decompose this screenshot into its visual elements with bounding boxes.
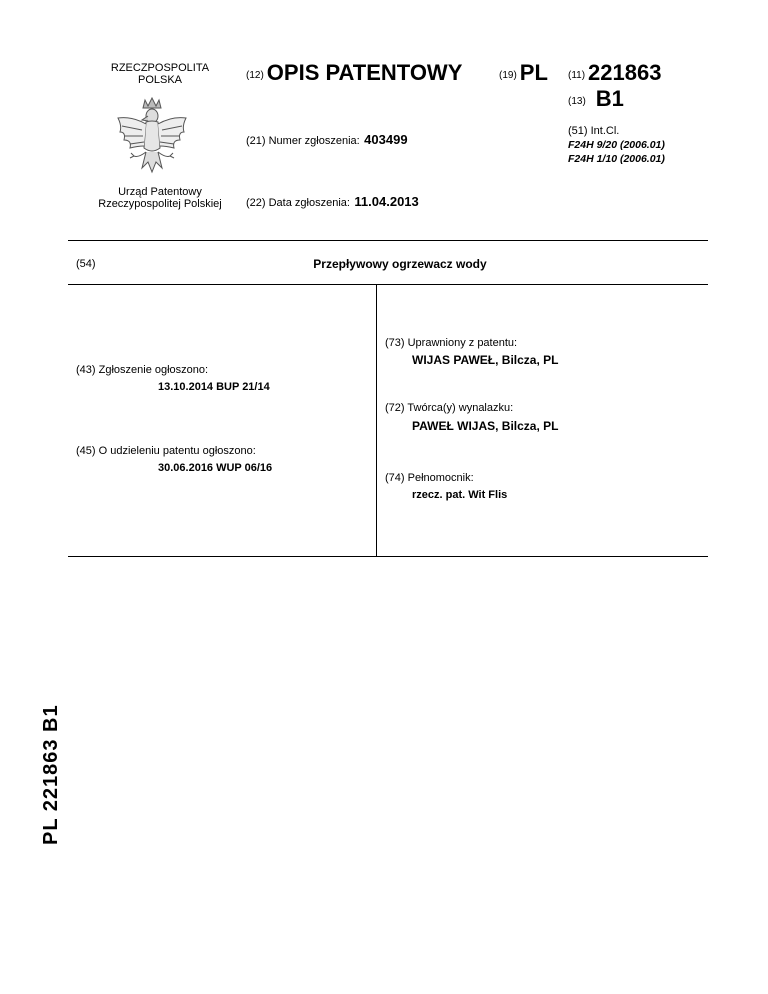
application-date-label: (22) Data zgłoszenia: [246, 197, 350, 209]
country-name [85, 62, 235, 86]
patent-number [568, 60, 661, 86]
grant-value: 30.06.2016 WUP 06/16 [158, 462, 273, 474]
application-date [246, 193, 419, 211]
side-patent-label: PL 221863 B1 [40, 704, 62, 845]
country-code [499, 60, 548, 86]
grant-label: (45) O udzieleniu patentu ogłoszono: [76, 445, 256, 457]
eagle-emblem-icon [112, 96, 192, 180]
divider-title [68, 284, 708, 285]
publication-value: 13.10.2014 BUP 21/14 [158, 381, 270, 393]
publication-label: (43) Zgłoszenie ogłoszono: [76, 364, 209, 376]
inventor-value: PAWEŁ WIJAS, Bilcza, PL [412, 419, 559, 433]
classification-label: (51) Int.Cl. [568, 125, 620, 137]
country-code-text: PL [519, 60, 548, 85]
kind-text: B1 [595, 86, 624, 111]
divider-bottom [68, 556, 708, 557]
inventor-label: (72) Twórca(y) wynalazku: [385, 402, 514, 414]
office-name [60, 186, 260, 210]
title-code: (54) [76, 258, 96, 270]
application-date-value: 11.04.2013 [354, 194, 419, 209]
document-type [246, 60, 462, 86]
country-line1: RZECZPOSPOLITA [110, 62, 210, 74]
patent-title: Przepływowy ogrzewacz wody [313, 257, 487, 271]
country-line2: POLSKA [137, 74, 183, 86]
divider-top [68, 240, 708, 241]
attorney-value: rzecz. pat. Wit Flis [412, 489, 508, 501]
attorney-label: (74) Pełnomocnik: [385, 472, 474, 484]
patent-number-text: 221863 [588, 60, 662, 85]
code-11: (11) [568, 70, 586, 81]
application-value: 403499 [364, 132, 408, 147]
code-12: (12) [246, 70, 264, 81]
code-19: (19) [499, 70, 517, 81]
office-line2: Rzeczypospolitej Polskiej [98, 198, 222, 210]
application-label: (21) Numer zgłoszenia: [246, 135, 360, 147]
doc-type-text: OPIS PATENTOWY [266, 60, 463, 85]
owner-label: (73) Uprawniony z patentu: [385, 337, 518, 349]
office-line1: Urząd Patentowy [118, 186, 202, 198]
application-number [246, 131, 408, 149]
classification-item: F24H 1/10 (2006.01) [568, 153, 665, 165]
kind-code [568, 86, 624, 112]
owner-value: WIJAS PAWEŁ, Bilcza, PL [412, 353, 559, 367]
classification-item: F24H 9/20 (2006.01) [568, 139, 665, 151]
divider-vertical [376, 284, 377, 556]
code-13: (13) [568, 96, 586, 107]
classification [568, 124, 665, 166]
